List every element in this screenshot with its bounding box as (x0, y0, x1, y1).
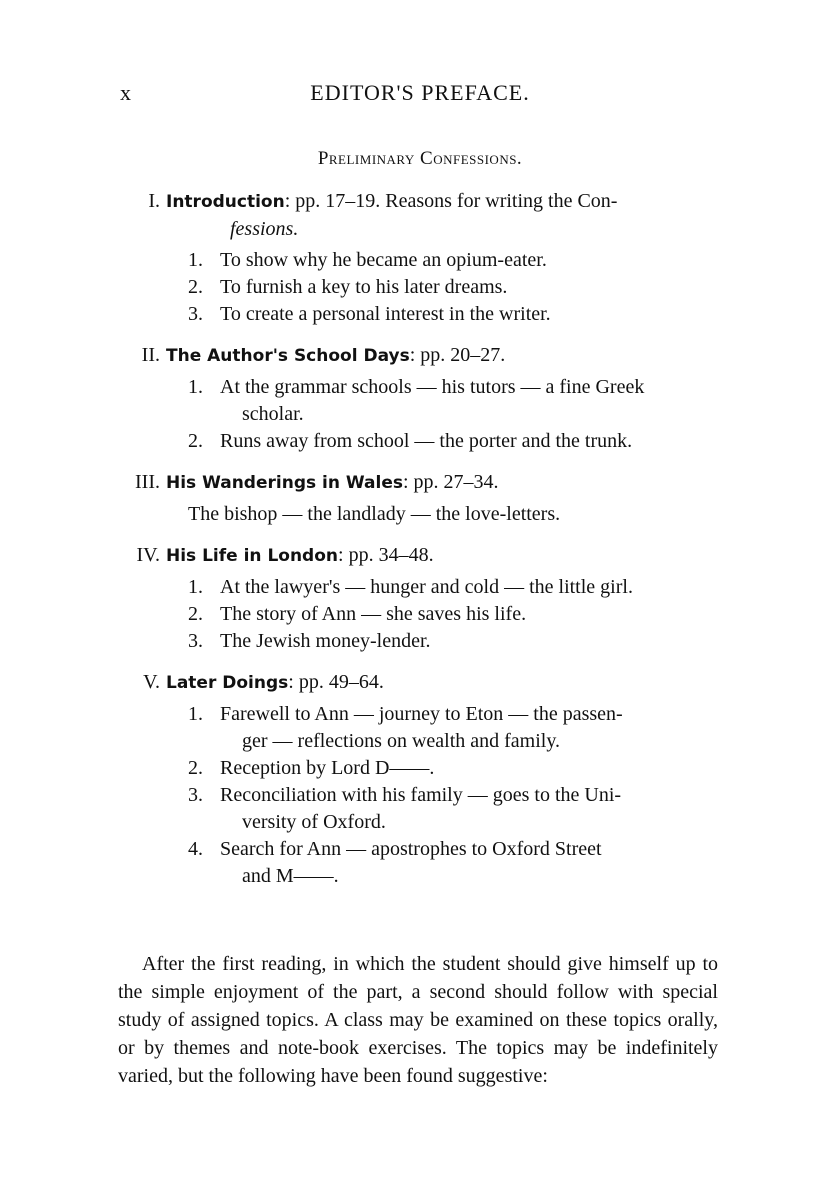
sub-list (110, 701, 720, 890)
entry-heading-title: His Wanderings in Wales (166, 473, 403, 493)
roman-numeral: V. (143, 671, 160, 693)
item-number: 1. (188, 249, 203, 271)
entry-description-continued: fessions. (230, 218, 299, 240)
item-text-continued: scholar. (242, 403, 304, 425)
item-text: Farewell to Ann — journey to Eton — the passen- (220, 703, 623, 725)
outline-entry-1 (110, 188, 720, 328)
item-number: 2. (188, 757, 203, 779)
entry-pages: : pp. 20–27. (409, 344, 506, 366)
item-text-continued: versity of Oxford. (242, 811, 386, 833)
running-head (120, 80, 720, 110)
entry-pages: : pp. 34–48. (338, 544, 434, 566)
outline-entry-2 (110, 342, 720, 455)
list-item (110, 782, 720, 836)
item-text: To furnish a key to his later dreams. (220, 276, 508, 298)
entry-description: Reasons for writing the Con- (385, 190, 618, 212)
outline (110, 188, 720, 904)
entry-heading (110, 669, 720, 697)
item-text-continued: ger — reflections on wealth and family. (242, 730, 561, 752)
item-number: 2. (188, 276, 203, 298)
entry-pages: : pp. 49–64. (288, 671, 384, 693)
entry-pages: : pp. 17–19. (284, 190, 381, 212)
closing-paragraph: After the first reading, in which the student should give himself up to the simple enjoyment of the part, a second should follow with special study of assigned topics. A class may be examined on these topics orally, or by themes and note-book exercises. The topics may be indefinitely varied, but the following have been found suggestive: (118, 953, 718, 1087)
roman-numeral: III. (135, 471, 160, 493)
list-item (110, 574, 720, 601)
entry-heading-title: The Author's School Days (166, 346, 410, 366)
item-number: 3. (188, 630, 203, 652)
item-number: 1. (188, 576, 203, 598)
entry-summary: The bishop — the landlady — the love-letters. (188, 503, 561, 525)
page-number: x (120, 80, 131, 105)
entry-heading (110, 542, 720, 570)
roman-numeral: IV. (136, 544, 160, 566)
list-item (110, 274, 720, 301)
list-item (110, 301, 720, 328)
list-item (110, 601, 720, 628)
outline-entry-5 (110, 669, 720, 890)
item-number: 1. (188, 376, 203, 398)
item-number: 2. (188, 603, 203, 625)
sub-list (110, 574, 720, 655)
sub-list (110, 247, 720, 328)
item-number: 1. (188, 703, 203, 725)
entry-heading (110, 188, 720, 243)
item-number: 3. (188, 303, 203, 325)
item-text: To create a personal interest in the writer. (220, 303, 551, 325)
outline-entry-4 (110, 542, 720, 655)
item-text: The story of Ann — she saves his life. (220, 603, 527, 625)
item-text: Search for Ann — apostrophes to Oxford Street (220, 838, 602, 860)
roman-numeral: I. (148, 190, 160, 212)
outline-entry-3 (110, 469, 720, 528)
item-number: 4. (188, 838, 203, 860)
item-text: At the grammar schools — his tutors — a fine Greek (220, 376, 645, 398)
item-text: Reception by Lord D——. (220, 757, 435, 779)
list-item (110, 755, 720, 782)
item-text: To show why he became an opium-eater. (220, 249, 547, 271)
item-text: At the lawyer's — hunger and cold — the little girl. (220, 576, 633, 598)
entry-heading (110, 469, 720, 497)
running-title: EDITOR'S PREFACE. (310, 80, 530, 105)
list-item (110, 247, 720, 274)
item-number: 3. (188, 784, 203, 806)
entry-heading-title: His Life in London (166, 546, 339, 566)
item-text: Runs away from school — the porter and the trunk. (220, 430, 633, 452)
item-text: Reconciliation with his family — goes to the Uni- (220, 784, 622, 806)
item-text-continued: and M——. (242, 865, 339, 887)
list-item (110, 374, 720, 428)
entry-heading (110, 342, 720, 370)
list-item (110, 701, 720, 755)
item-number: 2. (188, 430, 203, 452)
entry-heading-title: Introduction (166, 192, 285, 212)
list-item (110, 836, 720, 890)
sub-list (110, 374, 720, 455)
list-item (110, 428, 720, 455)
roman-numeral: II. (141, 344, 160, 366)
item-text: The Jewish money-lender. (220, 630, 431, 652)
entry-pages: : pp. 27–34. (402, 471, 499, 493)
entry-heading-title: Later Doings (166, 673, 289, 693)
section-title: Preliminary Confessions. (317, 148, 523, 169)
list-item (110, 628, 720, 655)
